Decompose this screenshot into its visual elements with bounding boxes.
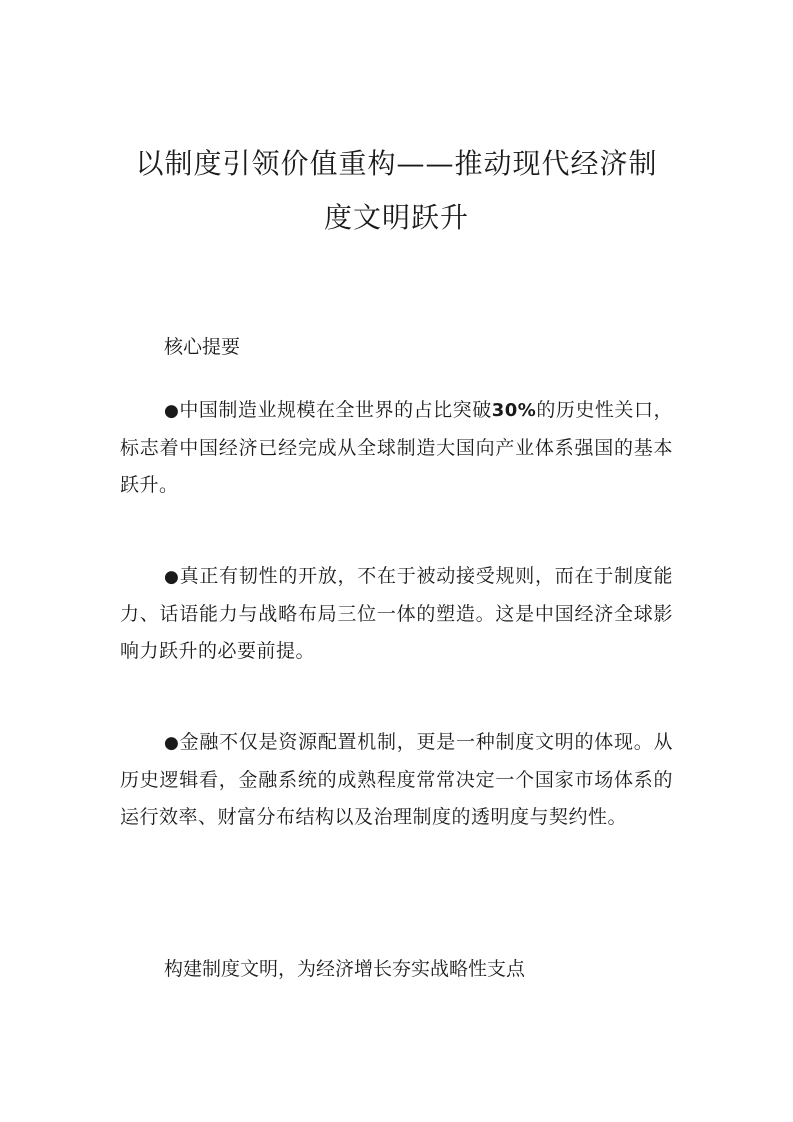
summary-point-2 [120,558,673,670]
bullet-icon: ● [164,567,180,587]
document-title [120,137,673,245]
bullet-icon: ● [164,401,180,421]
summary-point-1 [120,392,673,504]
summary-heading: 核心提要 [164,336,241,358]
title-line-1: 以制度引领价值重构——推动现代经济制 [135,146,658,180]
point-1-text-before: 中国制造业规模在全世界的占比突破 [179,399,492,421]
point-2-text: 真正有韧性的开放，不在于被动接受规则，而在于制度能力、话语能力与战略布局三位一体的塑造。这是中国经济全球影响力跃升的必要前提。 [120,565,673,662]
bullet-icon: ● [164,733,180,753]
point-3-text: 金融不仅是资源配置机制，更是一种制度文明的体现。从历史逻辑看，金融系统的成熟程度常常决定一个国家市场体系的运行效率、财富分布结构以及治理制度的透明度与契约性。 [120,731,673,828]
point-1-text-after: 的历史性关口，标志着中国经济已经完成从全球制造大国向产业体系强国的基本跃升。 [120,399,673,496]
summary-point-3 [120,724,673,836]
point-1-number: 30% [491,400,537,421]
title-line-2: 度文明跃升 [323,200,469,234]
section-heading: 构建制度文明，为经济增长夯实战略性支点 [164,958,526,980]
